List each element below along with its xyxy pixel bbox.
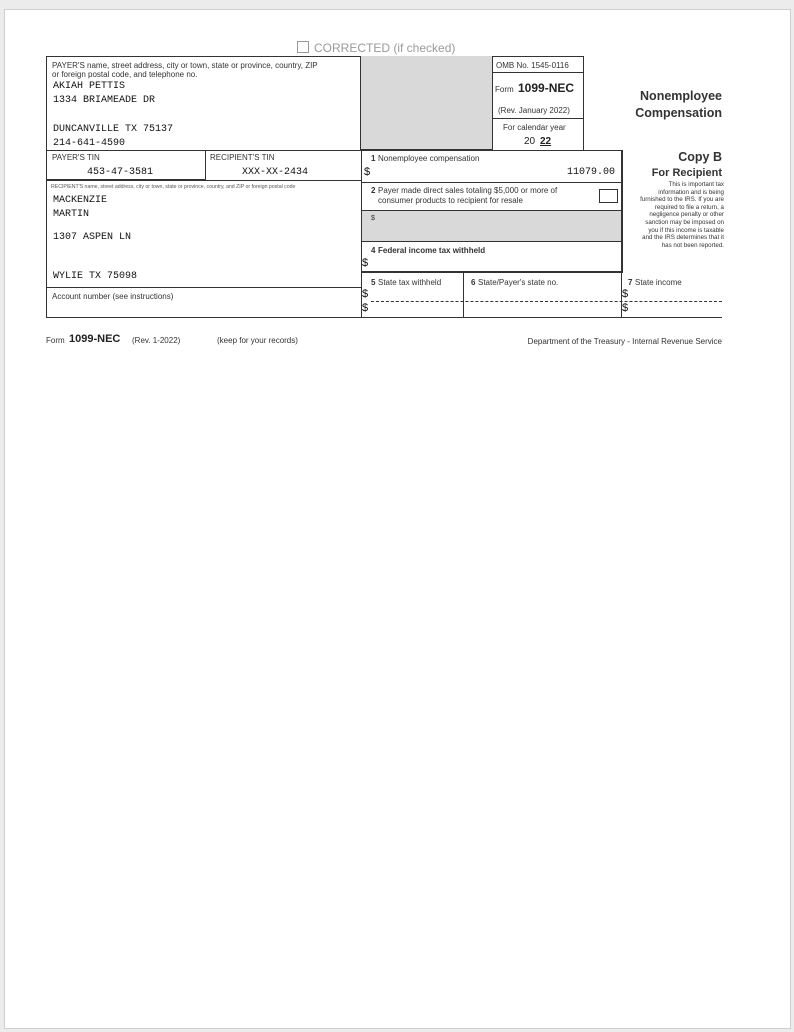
box4-currency: $ [362,257,369,269]
box2-number: 2 [371,186,376,195]
year-suffix: 22 [540,136,552,147]
footer-form-name: 1099-NEC [69,333,121,345]
recipient-first-name: MACKENZIE [53,195,108,206]
document-page [4,9,791,1029]
copy-notice-line: required to file a return, a [654,203,724,211]
form-id-divider-1 [492,72,584,73]
copy-notice-line: This is important tax [668,181,724,188]
omb-number: OMB No. 1545-0116 [496,61,569,70]
corrected-label: CORRECTED (if checked) [314,41,456,55]
box2-label-2: consumer products to recipient for resale [378,196,523,205]
box7-label: State income [635,278,682,287]
form-title-line1: Nonemployee [640,89,722,103]
form-rev: (Rev. January 2022) [498,106,570,115]
recipient-row-bottom [46,287,361,288]
copy-subtitle: For Recipient [651,167,722,179]
box1-label: Nonemployee compensation [378,154,480,163]
form-id-divider-2 [492,118,584,119]
box4-label: Federal income tax withheld [378,246,486,255]
payer-name: AKIAH PETTIS [53,81,126,92]
copy-notice-line: sanction may be imposed on [645,218,724,226]
box5-label: State tax withheld [378,278,442,287]
payer-phone: 214-641-4590 [53,138,126,149]
copy-notice-line: and the IRS determines that it [642,234,724,242]
box1-bottom [361,182,623,183]
account-number-label: Account number (see instructions) [52,292,174,301]
copy-title: Copy B [678,150,722,164]
boxes-right-border [621,150,623,273]
copy-notice-line: negligence penalty or other [649,211,724,219]
payer-label-1: PAYER'S name, street address, city or town, state or province, country, ZIP [52,61,318,70]
box6-number: 6 [471,278,476,287]
box3-bottom [361,241,623,242]
footer-rev: (Rev. 1-2022) [132,336,181,345]
copy-notice [624,181,724,249]
year-prefix: 20 [524,136,536,147]
payer-label-2: or foreign postal code, and telephone no. [52,70,198,79]
box1-value[interactable]: 11079.00 [566,167,615,178]
box3-currency: $ [371,215,375,222]
form-id-box [492,56,584,150]
recipient-label: RECIPIENT'S name, street address, city or town, state or province, country, and ZIP or foreign postal code [51,184,296,190]
footer-form-prefix: Form [46,336,65,345]
recipient-last-name: MARTIN [53,209,90,220]
footer-keep: (keep for your records) [217,336,298,345]
box6-label: State/Payer's state no. [478,278,559,287]
shaded-box [361,56,493,150]
box7-currency-2: $ [622,302,629,314]
box5-currency-2: $ [362,302,369,314]
recipient-tin-value: XXX-XX-2434 [242,167,309,178]
form-name: 1099-NEC [518,81,575,95]
box1-number: 1 [371,154,376,163]
box3-shaded [362,211,622,241]
state-row-dashed-line [371,301,722,302]
form-prefix: Form [495,85,514,94]
recipient-tin-label: RECIPIENT'S TIN [210,153,275,162]
box4-number: 4 [371,246,376,255]
payer-tin-value: 453-47-3581 [87,167,154,178]
state-row-divider-5-6 [463,272,464,317]
copy-notice-line: has not been reported. [661,241,724,249]
box4-bottom [361,271,623,273]
copy-notice-line: information and is being [658,188,724,196]
payer-tin-label: PAYER'S TIN [52,153,100,162]
tin-row-bottom [46,180,361,181]
form-title-line2: Compensation [635,106,722,120]
corrected-checkbox[interactable] [297,41,309,53]
box2-label-1: Payer made direct sales totaling $5,000 or more of [378,186,558,195]
copy-notice-line: furnished to the IRS. If you are [640,196,724,204]
box5-number: 5 [371,278,376,287]
box7-currency-1: $ [622,288,629,300]
payer-street: 1334 BRIAMEADE DR [53,95,156,106]
box2-checkbox[interactable] [599,189,618,203]
form-bottom-border [46,317,722,318]
box7-number: 7 [628,278,633,287]
footer-department: Department of the Treasury - Internal Revenue Service [527,337,722,346]
recipient-street: 1307 ASPEN LN [53,232,132,243]
recipient-city: WYLIE TX 75098 [53,271,138,282]
box5-currency-1: $ [362,288,369,300]
boxes-top-border [361,150,623,151]
box1-currency: $ [364,166,371,178]
calendar-year-label: For calendar year [503,123,566,132]
payer-city: DUNCANVILLE TX 75137 [53,124,174,135]
copy-notice-line: you if this income is taxable [648,226,724,234]
